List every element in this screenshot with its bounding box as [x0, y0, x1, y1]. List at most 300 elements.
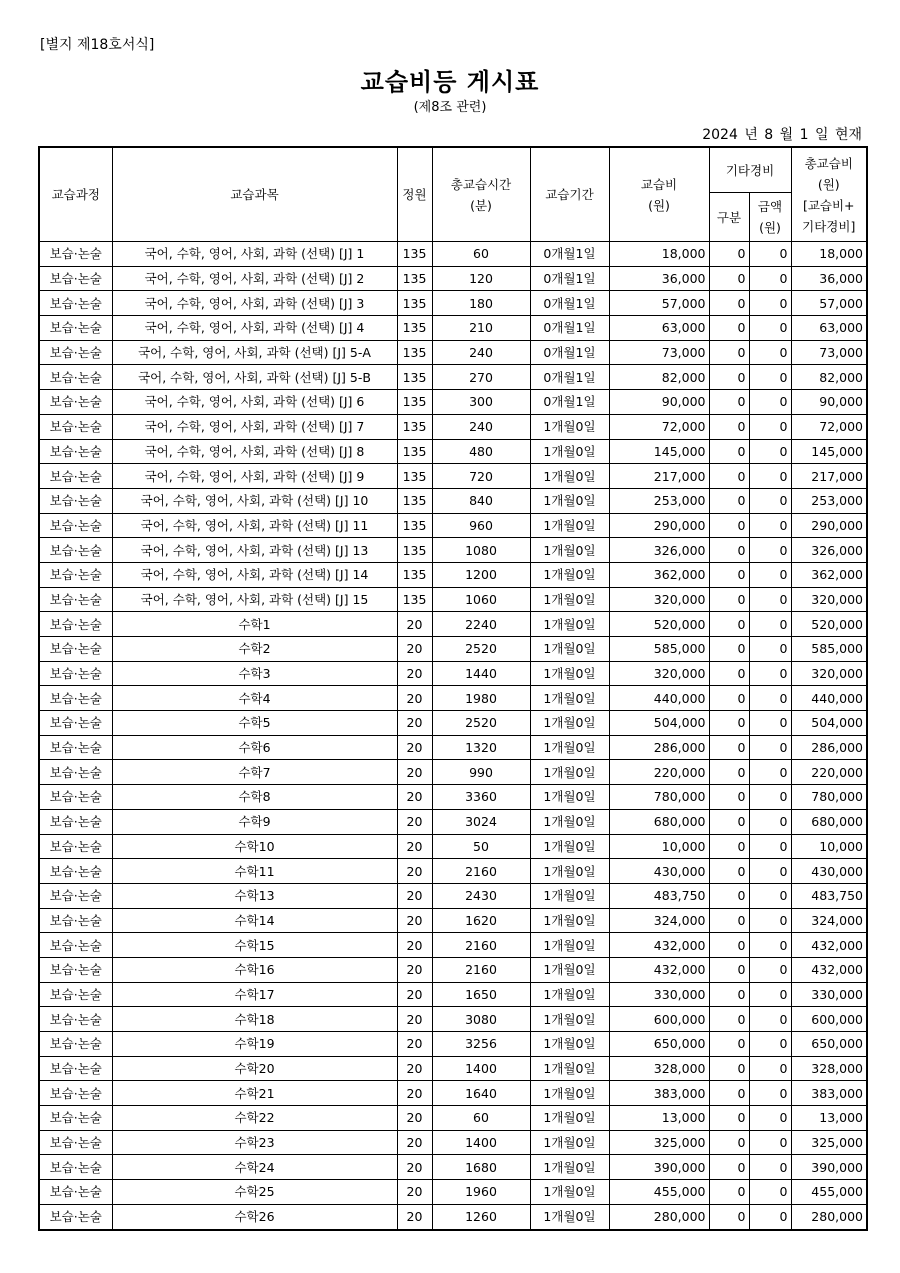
cell-other-type: 0: [709, 785, 749, 810]
cell-other-type: 0: [709, 1180, 749, 1205]
cell-total-fee: 73,000: [791, 340, 867, 365]
cell-total-fee: 10,000: [791, 834, 867, 859]
cell-total-fee: 680,000: [791, 809, 867, 834]
form-label: [별지 제18호서식]: [40, 37, 155, 53]
cell-total-fee: 440,000: [791, 686, 867, 711]
cell-fee: 585,000: [609, 637, 709, 662]
cell-period: 0개월1일: [530, 340, 609, 365]
cell-period: 1개월0일: [530, 686, 609, 711]
cell-total-fee: 286,000: [791, 735, 867, 760]
cell-subject: 수학14: [112, 908, 397, 933]
cell-total-minutes: 120: [432, 266, 530, 291]
cell-fee: 680,000: [609, 809, 709, 834]
table-row: [39, 242, 867, 267]
cell-course: 보습·논술: [39, 439, 112, 464]
cell-course: 보습·논술: [39, 760, 112, 785]
cell-period: 1개월0일: [530, 883, 609, 908]
table-row: [39, 1106, 867, 1131]
table-row: [39, 883, 867, 908]
table-row: [39, 513, 867, 538]
cell-period: 1개월0일: [530, 908, 609, 933]
cell-capacity: 20: [397, 637, 432, 662]
cell-total-minutes: 240: [432, 414, 530, 439]
header-total-hours-line1: 총교습시간: [450, 176, 512, 192]
cell-subject: 수학6: [112, 735, 397, 760]
cell-other-type: 0: [709, 488, 749, 513]
cell-subject: 수학19: [112, 1032, 397, 1057]
cell-period: 0개월1일: [530, 266, 609, 291]
cell-subject: 국어, 수학, 영어, 사회, 과학 (선택) [J] 5-A: [112, 340, 397, 365]
cell-other-amount: 0: [749, 414, 791, 439]
cell-total-fee: 217,000: [791, 464, 867, 489]
cell-total-minutes: 3024: [432, 809, 530, 834]
table-row: [39, 1081, 867, 1106]
cell-total-fee: 780,000: [791, 785, 867, 810]
cell-period: 1개월0일: [530, 957, 609, 982]
cell-capacity: 20: [397, 957, 432, 982]
cell-fee: 280,000: [609, 1204, 709, 1229]
cell-total-minutes: 2430: [432, 883, 530, 908]
cell-fee: 432,000: [609, 933, 709, 958]
cell-total-minutes: 2520: [432, 637, 530, 662]
cell-subject: 국어, 수학, 영어, 사회, 과학 (선택) [J] 10: [112, 488, 397, 513]
cell-other-amount: 0: [749, 1007, 791, 1032]
cell-total-fee: 504,000: [791, 711, 867, 736]
fee-table: [38, 146, 868, 1231]
cell-other-amount: 0: [749, 612, 791, 637]
cell-subject: 수학8: [112, 785, 397, 810]
table-row: [39, 735, 867, 760]
cell-other-amount: 0: [749, 538, 791, 563]
cell-subject: 수학5: [112, 711, 397, 736]
cell-capacity: 135: [397, 316, 432, 341]
cell-course: 보습·논술: [39, 711, 112, 736]
cell-other-type: 0: [709, 957, 749, 982]
table-row: [39, 562, 867, 587]
cell-total-fee: 326,000: [791, 538, 867, 563]
cell-total-fee: 280,000: [791, 1204, 867, 1229]
table-row: [39, 414, 867, 439]
cell-subject: 국어, 수학, 영어, 사회, 과학 (선택) [J] 9: [112, 464, 397, 489]
cell-course: 보습·논술: [39, 1081, 112, 1106]
cell-other-amount: 0: [749, 982, 791, 1007]
cell-other-type: 0: [709, 365, 749, 390]
cell-other-amount: 0: [749, 957, 791, 982]
cell-subject: 수학18: [112, 1007, 397, 1032]
cell-total-minutes: 2520: [432, 711, 530, 736]
cell-course: 보습·논술: [39, 1204, 112, 1229]
table-row: [39, 1204, 867, 1229]
cell-total-minutes: 50: [432, 834, 530, 859]
cell-total-minutes: 60: [432, 1106, 530, 1131]
cell-other-amount: 0: [749, 562, 791, 587]
cell-course: 보습·논술: [39, 513, 112, 538]
cell-total-fee: 324,000: [791, 908, 867, 933]
cell-other-type: 0: [709, 1130, 749, 1155]
cell-other-amount: 0: [749, 340, 791, 365]
cell-period: 1개월0일: [530, 1204, 609, 1229]
cell-other-amount: 0: [749, 686, 791, 711]
cell-total-fee: 520,000: [791, 612, 867, 637]
cell-fee: 13,000: [609, 1106, 709, 1131]
cell-subject: 수학7: [112, 760, 397, 785]
table-row: [39, 587, 867, 612]
cell-subject: 국어, 수학, 영어, 사회, 과학 (선택) [J] 4: [112, 316, 397, 341]
cell-other-amount: 0: [749, 464, 791, 489]
cell-capacity: 20: [397, 785, 432, 810]
cell-period: 0개월1일: [530, 365, 609, 390]
cell-capacity: 20: [397, 883, 432, 908]
header-total-fee: [791, 147, 867, 242]
cell-total-minutes: 2160: [432, 933, 530, 958]
cell-fee: 82,000: [609, 365, 709, 390]
cell-course: 보습·논술: [39, 365, 112, 390]
cell-fee: 324,000: [609, 908, 709, 933]
cell-total-minutes: 300: [432, 390, 530, 415]
cell-fee: 430,000: [609, 859, 709, 884]
table-row: [39, 1180, 867, 1205]
cell-fee: 145,000: [609, 439, 709, 464]
table-row: [39, 291, 867, 316]
cell-subject: 수학25: [112, 1180, 397, 1205]
cell-period: 0개월1일: [530, 242, 609, 267]
cell-fee: 253,000: [609, 488, 709, 513]
cell-period: 1개월0일: [530, 933, 609, 958]
cell-period: 1개월0일: [530, 711, 609, 736]
cell-other-amount: 0: [749, 587, 791, 612]
cell-course: 보습·논술: [39, 735, 112, 760]
cell-capacity: 20: [397, 612, 432, 637]
cell-total-fee: 18,000: [791, 242, 867, 267]
cell-capacity: 135: [397, 365, 432, 390]
cell-total-fee: 290,000: [791, 513, 867, 538]
cell-subject: 수학1: [112, 612, 397, 637]
cell-other-amount: 0: [749, 637, 791, 662]
cell-course: 보습·논술: [39, 1056, 112, 1081]
cell-fee: 455,000: [609, 1180, 709, 1205]
cell-course: 보습·논술: [39, 933, 112, 958]
cell-subject: 국어, 수학, 영어, 사회, 과학 (선택) [J] 1: [112, 242, 397, 267]
cell-period: 1개월0일: [530, 1130, 609, 1155]
cell-period: 1개월0일: [530, 612, 609, 637]
cell-capacity: 135: [397, 464, 432, 489]
table-row: [39, 1130, 867, 1155]
table-row: [39, 661, 867, 686]
cell-capacity: 20: [397, 982, 432, 1007]
cell-subject: 수학4: [112, 686, 397, 711]
cell-other-type: 0: [709, 760, 749, 785]
as-of-date: 2024 년 8 월 1 일 현재: [702, 127, 862, 143]
table-row: [39, 266, 867, 291]
cell-other-type: 0: [709, 1155, 749, 1180]
cell-capacity: 135: [397, 340, 432, 365]
cell-fee: 290,000: [609, 513, 709, 538]
cell-total-minutes: 1960: [432, 1180, 530, 1205]
header-total-hours-line2: (분): [470, 197, 492, 213]
cell-subject: 수학3: [112, 661, 397, 686]
cell-subject: 국어, 수학, 영어, 사회, 과학 (선택) [J] 8: [112, 439, 397, 464]
table-row: [39, 365, 867, 390]
cell-other-type: 0: [709, 809, 749, 834]
cell-course: 보습·논술: [39, 612, 112, 637]
header-total-fee-line3: [교습비+: [802, 197, 855, 213]
cell-other-amount: 0: [749, 1056, 791, 1081]
table-row: [39, 390, 867, 415]
cell-capacity: 135: [397, 562, 432, 587]
cell-subject: 수학20: [112, 1056, 397, 1081]
cell-capacity: 20: [397, 908, 432, 933]
cell-course: 보습·논술: [39, 587, 112, 612]
cell-capacity: 20: [397, 1204, 432, 1229]
cell-other-type: 0: [709, 834, 749, 859]
header-total-fee-line4: 기타경비]: [802, 218, 856, 234]
cell-course: 보습·논술: [39, 464, 112, 489]
cell-total-minutes: 1320: [432, 735, 530, 760]
cell-period: 1개월0일: [530, 414, 609, 439]
cell-course: 보습·논술: [39, 1180, 112, 1205]
table-row: [39, 982, 867, 1007]
cell-total-minutes: 1080: [432, 538, 530, 563]
cell-total-minutes: 720: [432, 464, 530, 489]
cell-capacity: 135: [397, 414, 432, 439]
cell-fee: 63,000: [609, 316, 709, 341]
cell-other-amount: 0: [749, 291, 791, 316]
cell-other-amount: 0: [749, 1204, 791, 1229]
cell-fee: 57,000: [609, 291, 709, 316]
table-row: [39, 1007, 867, 1032]
cell-other-type: 0: [709, 661, 749, 686]
cell-subject: 수학13: [112, 883, 397, 908]
cell-period: 1개월0일: [530, 1007, 609, 1032]
cell-total-minutes: 2160: [432, 859, 530, 884]
cell-other-amount: 0: [749, 1032, 791, 1057]
cell-other-amount: 0: [749, 809, 791, 834]
cell-capacity: 20: [397, 1106, 432, 1131]
cell-capacity: 20: [397, 1056, 432, 1081]
header-fee-line2: (원): [648, 197, 670, 213]
table-header: [39, 147, 867, 242]
header-other-expenses: 기타경비: [709, 147, 791, 193]
cell-course: 보습·논술: [39, 785, 112, 810]
cell-course: 보습·논술: [39, 1007, 112, 1032]
cell-fee: 504,000: [609, 711, 709, 736]
table-row: [39, 464, 867, 489]
cell-course: 보습·논술: [39, 957, 112, 982]
cell-capacity: 20: [397, 735, 432, 760]
cell-other-type: 0: [709, 637, 749, 662]
cell-capacity: 20: [397, 933, 432, 958]
table-row: [39, 340, 867, 365]
cell-course: 보습·논술: [39, 1155, 112, 1180]
cell-fee: 390,000: [609, 1155, 709, 1180]
cell-subject: 수학11: [112, 859, 397, 884]
cell-total-fee: 145,000: [791, 439, 867, 464]
cell-total-fee: 330,000: [791, 982, 867, 1007]
header-fee-line1: 교습비: [640, 176, 678, 192]
cell-period: 1개월0일: [530, 464, 609, 489]
cell-other-type: 0: [709, 242, 749, 267]
cell-fee: 10,000: [609, 834, 709, 859]
cell-course: 보습·논술: [39, 661, 112, 686]
cell-other-type: 0: [709, 982, 749, 1007]
cell-total-fee: 483,750: [791, 883, 867, 908]
cell-total-minutes: 60: [432, 242, 530, 267]
cell-other-amount: 0: [749, 785, 791, 810]
cell-other-amount: 0: [749, 266, 791, 291]
cell-total-minutes: 1620: [432, 908, 530, 933]
cell-course: 보습·논술: [39, 1032, 112, 1057]
cell-total-fee: 432,000: [791, 933, 867, 958]
cell-other-amount: 0: [749, 316, 791, 341]
cell-total-minutes: 990: [432, 760, 530, 785]
cell-course: 보습·논술: [39, 1106, 112, 1131]
cell-total-minutes: 480: [432, 439, 530, 464]
cell-fee: 440,000: [609, 686, 709, 711]
cell-course: 보습·논술: [39, 1130, 112, 1155]
cell-period: 0개월1일: [530, 291, 609, 316]
table-row: [39, 316, 867, 341]
table-row: [39, 785, 867, 810]
cell-other-amount: 0: [749, 1081, 791, 1106]
cell-total-fee: 320,000: [791, 661, 867, 686]
cell-subject: 수학26: [112, 1204, 397, 1229]
cell-capacity: 135: [397, 439, 432, 464]
page-title: 교습비등 게시표: [360, 68, 540, 96]
cell-other-type: 0: [709, 1056, 749, 1081]
cell-fee: 432,000: [609, 957, 709, 982]
cell-fee: 320,000: [609, 661, 709, 686]
table-row: [39, 760, 867, 785]
cell-period: 1개월0일: [530, 809, 609, 834]
cell-total-fee: 430,000: [791, 859, 867, 884]
cell-other-amount: 0: [749, 859, 791, 884]
cell-subject: 수학22: [112, 1106, 397, 1131]
cell-period: 1개월0일: [530, 859, 609, 884]
cell-subject: 수학17: [112, 982, 397, 1007]
table-row: [39, 488, 867, 513]
cell-capacity: 20: [397, 711, 432, 736]
cell-total-minutes: 1680: [432, 1155, 530, 1180]
cell-fee: 650,000: [609, 1032, 709, 1057]
cell-total-minutes: 2160: [432, 957, 530, 982]
cell-capacity: 20: [397, 809, 432, 834]
cell-capacity: 20: [397, 1007, 432, 1032]
cell-course: 보습·논술: [39, 266, 112, 291]
cell-other-type: 0: [709, 908, 749, 933]
cell-total-fee: 383,000: [791, 1081, 867, 1106]
header-other-type: 구분: [709, 193, 749, 242]
cell-capacity: 135: [397, 390, 432, 415]
cell-other-type: 0: [709, 414, 749, 439]
cell-total-fee: 63,000: [791, 316, 867, 341]
cell-subject: 국어, 수학, 영어, 사회, 과학 (선택) [J] 3: [112, 291, 397, 316]
cell-subject: 국어, 수학, 영어, 사회, 과학 (선택) [J] 11: [112, 513, 397, 538]
cell-total-fee: 72,000: [791, 414, 867, 439]
cell-fee: 286,000: [609, 735, 709, 760]
cell-fee: 217,000: [609, 464, 709, 489]
cell-other-type: 0: [709, 612, 749, 637]
cell-subject: 국어, 수학, 영어, 사회, 과학 (선택) [J] 6: [112, 390, 397, 415]
header-period: 교습기간: [530, 147, 609, 242]
cell-other-type: 0: [709, 711, 749, 736]
cell-course: 보습·논술: [39, 859, 112, 884]
cell-subject: 국어, 수학, 영어, 사회, 과학 (선택) [J] 7: [112, 414, 397, 439]
cell-total-fee: 328,000: [791, 1056, 867, 1081]
cell-total-fee: 253,000: [791, 488, 867, 513]
cell-subject: 국어, 수학, 영어, 사회, 과학 (선택) [J] 13: [112, 538, 397, 563]
cell-course: 보습·논술: [39, 686, 112, 711]
cell-course: 보습·논술: [39, 316, 112, 341]
cell-other-type: 0: [709, 1204, 749, 1229]
cell-capacity: 135: [397, 538, 432, 563]
cell-course: 보습·논술: [39, 908, 112, 933]
table-row: [39, 957, 867, 982]
cell-fee: 36,000: [609, 266, 709, 291]
cell-other-amount: 0: [749, 513, 791, 538]
cell-other-amount: 0: [749, 933, 791, 958]
cell-total-minutes: 1400: [432, 1130, 530, 1155]
cell-other-amount: 0: [749, 661, 791, 686]
cell-fee: 330,000: [609, 982, 709, 1007]
cell-subject: 수학23: [112, 1130, 397, 1155]
cell-total-minutes: 3360: [432, 785, 530, 810]
cell-total-fee: 57,000: [791, 291, 867, 316]
cell-fee: 18,000: [609, 242, 709, 267]
cell-total-minutes: 1060: [432, 587, 530, 612]
cell-total-fee: 36,000: [791, 266, 867, 291]
cell-other-amount: 0: [749, 735, 791, 760]
cell-total-minutes: 1650: [432, 982, 530, 1007]
cell-other-amount: 0: [749, 365, 791, 390]
cell-other-amount: 0: [749, 711, 791, 736]
cell-course: 보습·논술: [39, 637, 112, 662]
cell-subject: 수학2: [112, 637, 397, 662]
cell-capacity: 20: [397, 661, 432, 686]
cell-fee: 220,000: [609, 760, 709, 785]
cell-total-fee: 600,000: [791, 1007, 867, 1032]
cell-course: 보습·논술: [39, 834, 112, 859]
cell-other-type: 0: [709, 1007, 749, 1032]
cell-period: 1개월0일: [530, 1081, 609, 1106]
cell-other-amount: 0: [749, 883, 791, 908]
cell-subject: 수학10: [112, 834, 397, 859]
cell-course: 보습·논술: [39, 488, 112, 513]
cell-other-type: 0: [709, 439, 749, 464]
cell-total-minutes: 1440: [432, 661, 530, 686]
cell-period: 0개월1일: [530, 316, 609, 341]
cell-total-minutes: 180: [432, 291, 530, 316]
cell-period: 1개월0일: [530, 513, 609, 538]
cell-fee: 483,750: [609, 883, 709, 908]
cell-total-fee: 82,000: [791, 365, 867, 390]
cell-capacity: 20: [397, 1081, 432, 1106]
cell-course: 보습·논술: [39, 883, 112, 908]
cell-other-type: 0: [709, 562, 749, 587]
table-row: [39, 1056, 867, 1081]
cell-fee: 90,000: [609, 390, 709, 415]
cell-total-minutes: 1980: [432, 686, 530, 711]
cell-other-amount: 0: [749, 834, 791, 859]
cell-course: 보습·논술: [39, 242, 112, 267]
cell-period: 1개월0일: [530, 661, 609, 686]
cell-total-fee: 432,000: [791, 957, 867, 982]
cell-total-fee: 220,000: [791, 760, 867, 785]
cell-period: 1개월0일: [530, 1032, 609, 1057]
table-row: [39, 612, 867, 637]
cell-total-minutes: 1260: [432, 1204, 530, 1229]
cell-other-amount: 0: [749, 390, 791, 415]
table-row: [39, 1032, 867, 1057]
